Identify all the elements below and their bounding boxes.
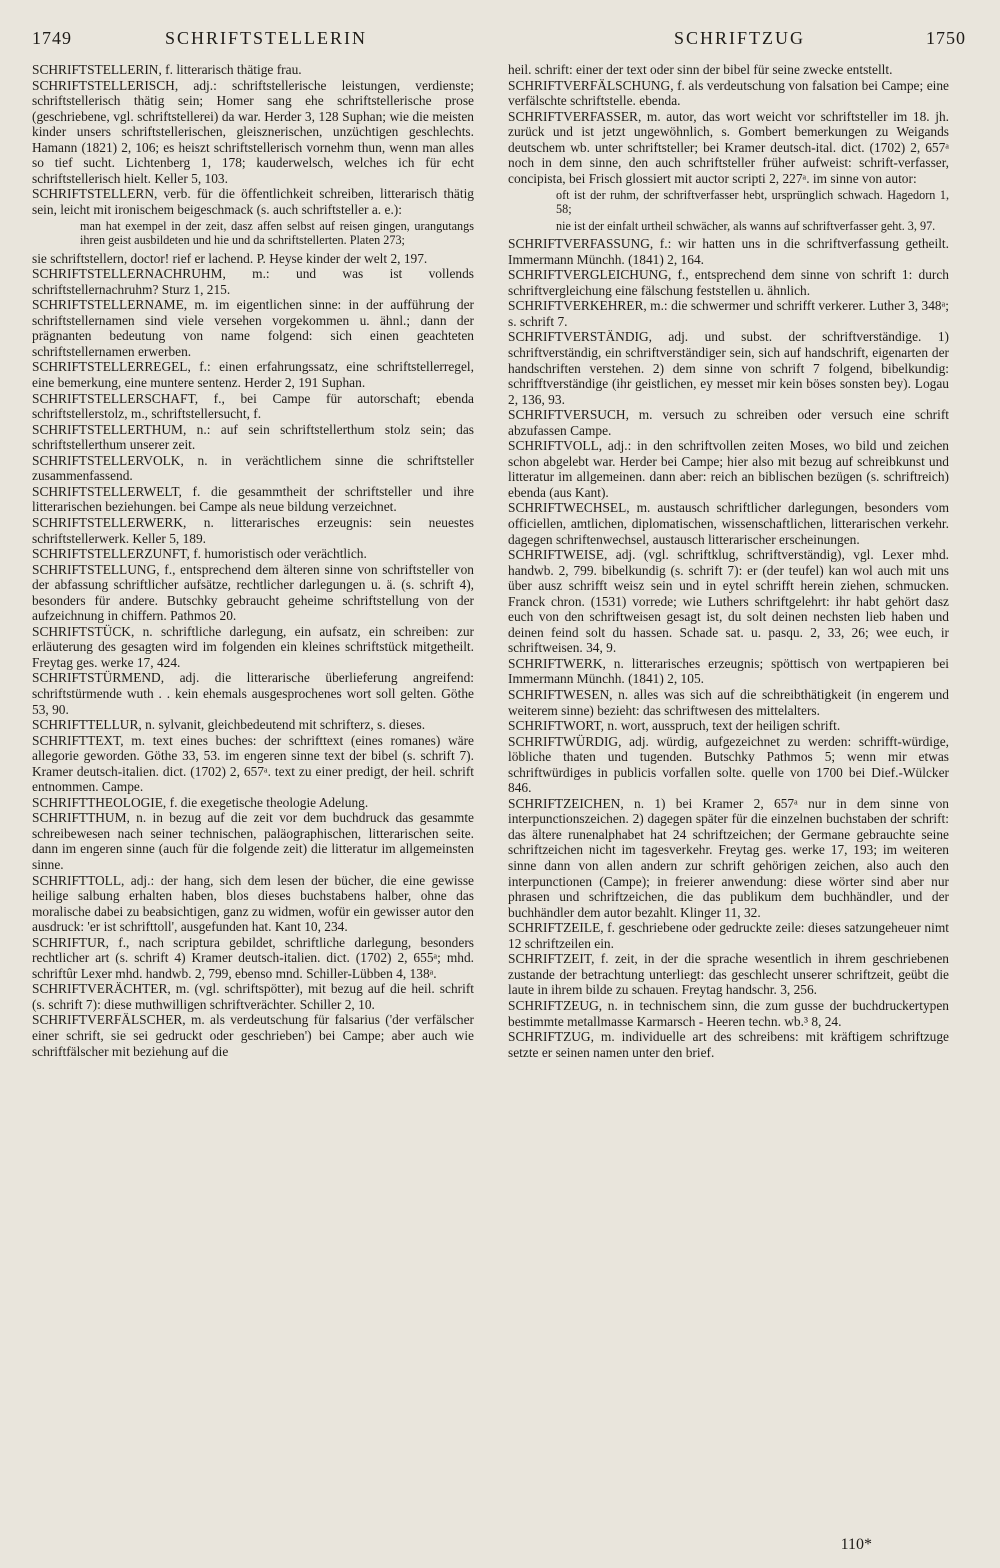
dictionary-entry: SCHRIFTSTELLERWELT, f. die gesammtheit der schriftsteller und ihre litterarischen beziehungen. bei Campe als neue bildung verzeichnet. [32, 483, 474, 515]
dictionary-entry: SCHRIFTVERGLEICHUNG, f., entsprechend dem sinne von schrift 1: durch schriftvergleichung eine fälschung feststellen u. ähnlich. [508, 267, 949, 298]
dictionary-entry: SCHRIFTTOLL, adj.: der hang, sich dem lesen der bücher, die eine gewisse heilige salbung erhalten haben, blos dieses buchstabens halber, ohne das moralische dabei zu beabsichtigen, ganz zu widmen, wofür ein gewisser autor den ausdruck: 'er ist schrifttoll', ausgefunden hat. Kant 10, 234. [32, 872, 474, 935]
dictionary-entry: SCHRIFTZEIT, f. zeit, in der die sprache wesentlich in ihrem geschriebenen zustande der betrachtung unterliegt: das geschlecht unserer schriftzeit, geübt die laute in ihrem bilde zu schauen. Freytag handschr. 3, 256. [508, 951, 949, 998]
dictionary-entry: SCHRIFTWEISE, adj. (vgl. schriftklug, schriftverständig), vgl. Lexer mhd. handwb. 2, 799. bibelkundig (s. schrift 7): er (der teufel) kan wol auch mit uns über ausz schrifft weisz sein und in eytel schrifft herein ziehen, schmucken. Franck chron. (1531) vorrede; wie Luthers schriftgelehrt: ihr habt gehört dasz euch von den schriftweisen gesagt ist, du solt deinen nechsten lieb haben und deinen feind solt du hassen. Schade sat. u. pasqu. 2, 33, 26; wee euch, ir schriftweisen. 34, 9. [508, 547, 949, 656]
dictionary-entry: SCHRIFTVERFASSER, m. autor, das wort weicht vor schriftsteller im 18. jh. zurück und ist jetzt ungewöhnlich, s. Gombert bemerkungen zu Weigands deutschem wb. unter schriftsteller; bei Kramer deutsch-ital. dict. (1702) 2, 657ᵃ noch in dem sinne, den auch schriftsteller früher aufweist: schrift-verfasser, concipista, bei Frisch glossiert mit auctor scripti 2, 227ᵃ. im sinne von autor: [508, 108, 949, 186]
dictionary-entry: SCHRIFTSTELLERREGEL, f.: einen erfahrungssatz, eine schriftstellerregel, eine bemerkung, eine muntere sentenz. Herder 2, 191 Suphan. [32, 359, 474, 391]
dictionary-entry: SCHRIFTWERK, n. litterarisches erzeugnis; spöttisch von wertpapieren bei Immermann Münchh. (1841) 2, 105. [508, 655, 949, 687]
dictionary-entry: SCHRIFTSTELLUNG, f., entsprechend dem älteren sinne von schriftsteller von der abfassung schriftlicher aufsätze, rechtlicher darlegungen u. ä. (s. schrift 4), besonders für andere. Butschky gebraucht geheime schriftstellung von der aufzeichnung in chiffern. Pathmos 20. [32, 561, 474, 624]
dictionary-entry: SCHRIFTZEUG, n. in technischem sinn, die zum gusse der buchdruckertypen bestimmte metallmasse Karmarsch - Heeren techn. wb.³ 8, 24. [508, 997, 949, 1029]
dictionary-entry: sie schriftstellern, doctor! rief er lachend. P. Heyse kinder der welt 2, 197. [32, 250, 428, 266]
dictionary-entry: SCHRIFTSTELLERN, verb. für die öffentlichkeit schreiben, litterarisch thätig sein, leicht mit ironischem beigeschmack (s. auch schriftsteller a. e.): [32, 186, 474, 217]
dictionary-entry: SCHRIFTTHEOLOGIE, f. die exegetische theologie Adelung. [32, 794, 369, 810]
dictionary-entry: SCHRIFTSTELLERWERK, n. litterarisches erzeugnis: sein neuestes schriftstellerwerk. Keller 5, 189. [32, 514, 474, 546]
dictionary-entry: SCHRIFTTELLUR, n. sylvanit, gleichbedeutend mit schrifterz, s. dieses. [32, 717, 426, 733]
dictionary-entry: SCHRIFTVOLL, adj.: in den schriftvollen zeiten Moses, wo bild und zeichen schon abgelebt war. Herder bei Campe; hier also mit bezug auf schreibkunst und litteratur im allgemeinen. dann aber: reich an biblischen bezügen (s. schriftreich) ebenda (aus Kant). [508, 438, 949, 500]
dictionary-entry: SCHRIFTSTÜRMEND, adj. die litterarische überlieferung angreifend: schriftstürmende wuth . . kein ehemals ausgesprochenes wort soll gelten. Göthe 53, 90. [32, 670, 474, 717]
dictionary-entry: SCHRIFTWECHSEL, m. austausch schriftlicher darlegungen, besonders vom officiellen, amtlichen, diplomatischen, wissenschaftlichen, litterarischen verkehr. dagegen schriftenwechsel, austausch litterarischer erscheinungen. [508, 500, 949, 547]
dictionary-entry: SCHRIFTZEILE, f. geschriebene oder gedruckte zeile: dieses satzungeheuer nimt 12 schriftzeilen ein. [508, 920, 949, 951]
dictionary-entry: SCHRIFTSTÜCK, n. schriftliche darlegung, ein aufsatz, ein schreiben: zur erläuterung des gesagten wird im folgenden ein kleines schriftstück mitgetheilt. Freytag ges. werke 17, 424. [32, 623, 474, 670]
dictionary-entry: SCHRIFTVERFÄLSCHUNG, f. als verdeutschung von falsation bei Campe; eine verfälschte schriftstelle. ebenda. [508, 77, 949, 109]
dictionary-entry: SCHRIFTTHUM, n. in bezug auf die zeit vor dem buchdruck das gesammte schreibewesen nach seiner technischen, paläographischen, litterarischen seite. dann im engeren sinne (auch für die folgende zeit) die litteratur im allgemeinsten sinne. [32, 810, 474, 872]
dictionary-entry: SCHRIFTUR, f., nach scriptura gebildet, schriftliche darlegung, besonders rechtlicher art (s. schrift 4) Kramer deutsch-italien. dict. (1702) 2, 655ᵃ; mhd. schriftûr Lexer mhd. handwb. 2, 799, ebenso mnd. Schiller-Lübben 4, 138ᵃ. [32, 934, 474, 981]
page-number-right: 1750 [926, 28, 966, 48]
dictionary-entry: SCHRIFTVERFÄLSCHER, m. als verdeutschung für falsarius ('der verfälscher einer schrift, sie sei gedruckt oder geschrieben') bei Campe; aber auch wie schriftfälscher mit beziehung auf die [32, 1012, 474, 1059]
dictionary-entry: SCHRIFTWORT, n. wort, ausspruch, text der heiligen schrift. [508, 718, 841, 734]
dictionary-entry: SCHRIFTSTELLERSCHAFT, f., bei Campe für autorschaft; ebenda schriftstellerstolz, m., schriftstellersucht, f. [32, 390, 474, 422]
dictionary-entry: SCHRIFTSTELLERNAME, m. im eigentlichen sinne: in der aufführung der schriftstellernamen sind viele versehen vorgekommen u. ähnl.; dann der prägnanten bedeutung von name folgend: sich einen geachteten schriftstellernamen erwerben. [32, 297, 474, 359]
citation-block: nie ist der einfalt urtheil schwächer, als wanns auf schriftverfasser geht. 3, 97. [556, 218, 936, 233]
citation-block: oft ist der ruhm, der schriftverfasser hebt, ursprünglich schwach. Hagedorn 1, 58; [556, 188, 949, 216]
dictionary-entry: SCHRIFTTEXT, m. text eines buches: der schrifttext (eines romanes) wäre allegorie geworden. Göthe 33, 53. im engeren sinne text der bibel (s. schrift 7). Kramer deutsch-italien. dict. (1702) 2, 657ᵃ. text zu einer predigt, der heil. schrift entnommen. Campe. [32, 732, 474, 795]
dictionary-entry: SCHRIFTSTELLERTHUM, n.: auf sein schriftstellerthum stolz sein; das schriftstellerthum unserer zeit. [32, 421, 474, 453]
dictionary-entry: SCHRIFTZUG, m. individuelle art des schreibens: mit kräftigem schriftzuge setzte er seinen namen unter den brief. [508, 1029, 949, 1060]
dictionary-entry: SCHRIFTSTELLERIN, f. litterarisch thätige frau. [32, 62, 302, 77]
running-head-right: SCHRIFTZUG [674, 28, 806, 48]
dictionary-entry: SCHRIFTVERSUCH, m. versuch zu schreiben oder versuch eine schrift abzufassen Campe. [508, 407, 949, 438]
dictionary-entry: SCHRIFTSTELLERVOLK, n. in verächtlichem sinne die schriftsteller zusammenfassend. [32, 452, 474, 484]
dictionary-entry: SCHRIFTVERÄCHTER, m. (vgl. schriftspötter), mit bezug auf die heil. schrift (s. schrift 7): diese muthwilligen schriftverächter. Schiller 2, 10. [32, 981, 474, 1012]
dictionary-entry: SCHRIFTSTELLERZUNFT, f. humoristisch oder verächtlich. [32, 546, 367, 562]
dictionary-entry: SCHRIFTSTELLERISCH, adj.: schriftstellerische leistungen, verdienste; schriftstellerisch thätig sein; Homer sang ehe schriftstellerische prose (geschriebene, vgl. schriftstellerei) da war. Herder 3, 128 Suphan; wie die meisten kinder unsers schriftstellerischen, gleisznerischen, unzüchtigen geschlechts. Hamann (1821) 2, 106; es heiszt schriftstellerisch vornehm thun, wenn man alles so tief sucht. Lichtenberg 1, 178; kauderwelsch, welches ich für echt schriftstellerisch hielt. Keller 5, 103. [32, 77, 474, 186]
right-column [508, 62, 949, 1528]
dictionary-entry: SCHRIFTVERFASSUNG, f.: wir hatten uns in die schriftverfassung getheilt. Immermann Münchh. (1841) 2, 164. [508, 236, 949, 267]
left-column [32, 62, 474, 1528]
dictionary-entry: SCHRIFTZEICHEN, n. 1) bei Kramer 2, 657ᵃ nur in dem sinne von interpunctionszeichen. 2) dagegen später für die einzelnen buchstaben der schrift: das ältere runenalphabet hat 24 schriftzeichen; der Germane gebrauchte seine schriftzeichen nicht im tagesverkehr. Freytag ges. werke 17, 193; im weiteren sinne dann von allen andern zur schrift gehörigen zeichen, also auch den interpunctionen (Campe); in freierer anwendung: diese wörter sind aber nur phrasen und schriftzeichen, die das publikum dem buchhändler, und der buchhändler dem autor bezahlt. Klinger 11, 32. [508, 795, 949, 920]
citation-block: man hat exempel in der zeit, dasz affen selbst auf reisen gingen, urangutangs ihren geist ausbildeten und hie und da schriftstellerten. Platen 273; [80, 219, 474, 248]
dictionary-entry: SCHRIFTSTELLERNACHRUHM, m.: und was ist vollends schriftstellernachruhm? Sturz 1, 215. [32, 266, 474, 297]
sheet-signature: 110* [840, 1536, 872, 1553]
dictionary-entry: SCHRIFTVERSTÄNDIG, adj. und subst. der schriftverständige. 1) schriftverständig, ein schriftverständiger sein, sich auf handschrift, eigenarten der handschriften verstehen. 2) dem sinne von schrift 7 folgend, bibelkundig: schrifftverständige (ihr geistlichen, ey messet mir kein böses sonsten bey). Logau 2, 136, 93. [508, 329, 949, 407]
dictionary-entry: SCHRIFTWESEN, n. alles was sich auf die schreibthätigkeit (in engerem und weiterem sinne) bezieht: das schriftwesen des mittelalters. [508, 687, 949, 718]
dictionary-entry: SCHRIFTWÜRDIG, adj. würdig, aufgezeichnet zu werden: schrifft-würdige, löbliche thaten und tugenden. Butschky Pathmos 5; wenn mir etwas schriftwürdiges in publicis vorfallen solte. quelle von 1700 bei Dief.-Wülcker 846. [508, 733, 949, 796]
dictionary-entry: heil. schrift: einer der text oder sinn der bibel für seine zwecke entstellt. [508, 62, 893, 77]
running-head-left: SCHRIFTSTELLERIN [165, 28, 368, 48]
dictionary-entry: SCHRIFTVERKEHRER, m.: die schwermer und schrifft verkerer. Luther 3, 348ᵃ; s. schrift 7. [508, 298, 949, 329]
page-number-left: 1749 [32, 28, 72, 48]
